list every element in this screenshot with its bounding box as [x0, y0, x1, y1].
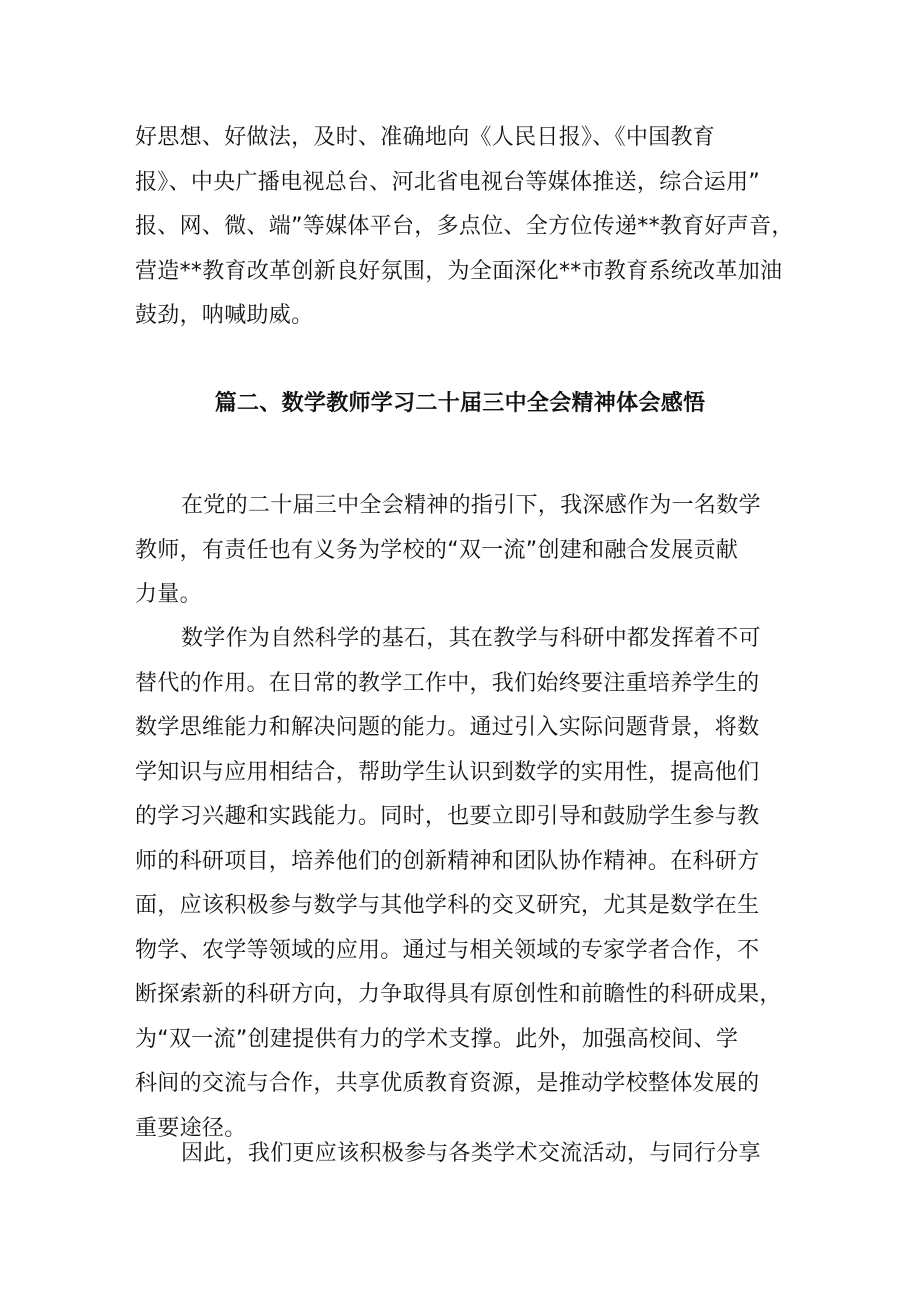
text-line: 鼓劲，呐喊助威。 [135, 303, 314, 328]
text-line: 因此，我们更应该积极参与各类学术交流活动，与同行分享 [181, 1141, 761, 1166]
text-line: 好思想、好做法，及时、准确地向《人民日报》、《中国教育 [135, 125, 716, 150]
section-title: 篇二、数学教师学习二十届三中全会精神体会感悟 [214, 391, 706, 416]
text-line: 物学、农学等领域的应用。通过与相关领域的专家学者合作，不 [135, 937, 760, 963]
text-line: 在党的二十届三中全会精神的指引下，我深感作为一名数学 [181, 493, 761, 518]
text-line: 教师，有责任也有义务为学校的“双一流”创建和融合发展贡献 [135, 537, 739, 563]
text-line: 替代的作用。在日常的教学工作中，我们始终要注重培养学生的 [135, 670, 760, 696]
paragraph-1 [135, 484, 795, 618]
text-line: 面，应该积极参与数学与其他学科的交叉研究，尤其是数学在生 [135, 893, 760, 918]
text-line: 师的科研项目，培养他们的创新精神和团队协作精神。在科研方 [135, 848, 760, 874]
paragraph-3 [135, 1132, 795, 1177]
text-line: 数学思维能力和解决问题的能力。通过引入实际问题背景，将数 [135, 715, 760, 740]
text-line: 学知识与应用相结合，帮助学生认识到数学的实用性，提高他们 [135, 759, 760, 785]
text-line: 报》、中央广播电视总台、河北省电视台等媒体推送，综合运用” [135, 169, 761, 195]
intro-paragraph [135, 116, 795, 339]
text-line: 断探索新的科研方向，力争取得具有原创性和前瞻性的科研成果， [135, 982, 782, 1007]
text-line: 重要途径。 [135, 1115, 247, 1141]
text-line: 为“双一流”创建提供有力的学术支撑。此外，加强高校间、学 [135, 1026, 739, 1052]
text-line: 报、网、微、端”等媒体平台，多点位、全方位传递**教育好声音， [135, 214, 794, 239]
text-line: 数学作为自然科学的基石，其在教学与科研中都发挥着不可 [181, 626, 761, 651]
text-line: 营造**教育改革创新良好氛围，为全面深化**市教育系统改革加油 [135, 258, 783, 284]
paragraph-2 [135, 617, 795, 1151]
text-line: 力量。 [135, 582, 202, 607]
text-line: 的学习兴趣和实践能力。同时，也要立即引导和鼓励学生参与教 [135, 804, 760, 829]
text-line: 科间的交流与合作，共享优质教育资源，是推动学校整体发展的 [135, 1071, 760, 1096]
